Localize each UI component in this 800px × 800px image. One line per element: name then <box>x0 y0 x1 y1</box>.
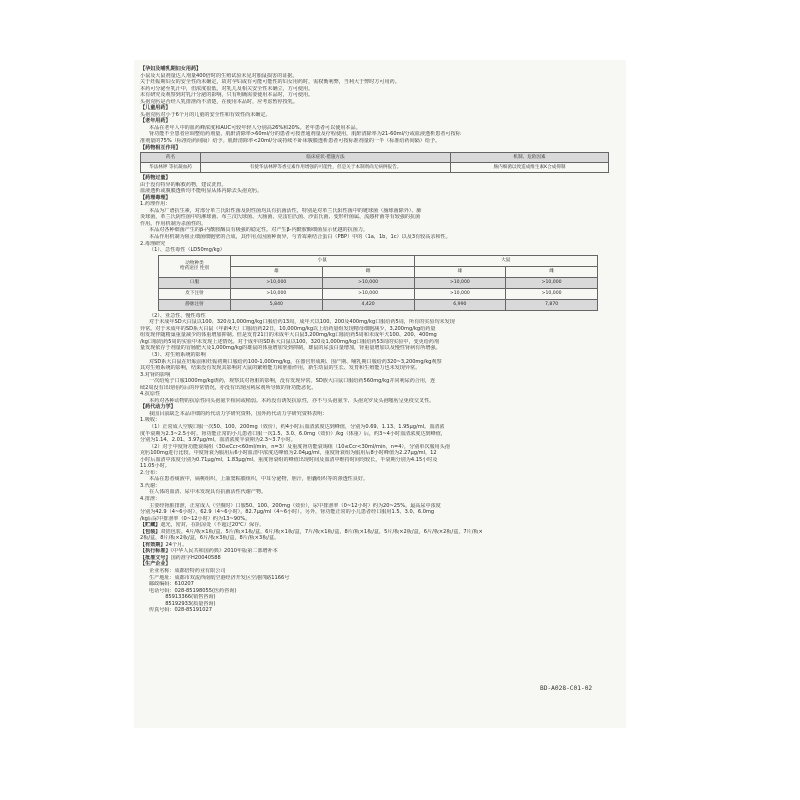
text-line: 对于未成年SD大白鼠以100、320及1,000mg/kg口服给药13周，成年犬以100、200及400mg/kg口服给药5周，所有的实验均未发现 <box>149 319 455 326</box>
text-line: 本品在老年人中的血药峰浓度和AUC可较年轻人分别高26%和20%。老年患者可以使用本品。 <box>149 124 361 131</box>
text-line: 量发现依存于剂量的盲肠肥大及1,000mg/kg的雄鼠的体重增加受到抑制，雄鼠的尿蛋白量增加，肾重量增加以及慢性肾病有所增强。 <box>140 345 441 352</box>
pharmacology-text <box>140 201 620 247</box>
table-header-cell: 雌 <box>322 266 414 277</box>
text-line: 3.代谢： <box>140 482 161 489</box>
section-title-approval: 【批准文号】 <box>140 554 171 561</box>
interaction-table <box>140 152 609 173</box>
text-line: 肾功能不全患者应调整给药剂量，肌酐清除率>60ml/分的患者可按普通剂量及疗程使用，肌酐清除率为21-60ml/分或血液透析患者可按标 <box>149 131 461 138</box>
text-line: 血液透析或腹膜透析均不能明显从体内除去头孢克肟。 <box>140 188 263 195</box>
text-line: 本品在患者痰液中，扁桃组织，上颌窦粘膜组织，中耳分泌物，胆汁，胆囊组织等的渗透性良好。 <box>149 476 369 483</box>
header-admin-label: 给药途径 <box>179 266 199 272</box>
table-cell: >10,000 <box>414 288 506 299</box>
toxicology-text <box>140 313 620 405</box>
text-line: 我国目前缺乏本品详细的药代动力学研究资料，国外药代动力学研究资料表明： <box>149 410 328 417</box>
text-line: 度半衰期为2.3~2.5小时。肾功能正常的小儿患者口服一次1.5、3.0、6.0mg（效价）/kg（体重）后，约3~4小时血清浓度达到峰值， <box>140 430 446 437</box>
leaflet-content <box>140 66 620 614</box>
ld50-table <box>158 255 598 311</box>
text-line: 1.药理作用： <box>140 201 171 208</box>
table-header-cell: 雄 <box>231 266 323 277</box>
text-line: 头孢克肟对小于6个月的儿童的安全性和有效性尚未确定。 <box>140 111 271 118</box>
header-species-label: 动物种类 <box>185 261 204 267</box>
text-line: 在人体的血清、尿中未发现具有抗菌活性代谢产物。 <box>149 489 267 496</box>
table-header-cell: 临床症状·措施方法 <box>201 153 451 163</box>
section-title-package: 【包装】 <box>140 528 161 535</box>
text-line: 由于没有特异的解救药物，建议洗胃。 <box>140 181 227 188</box>
text-line: 分别为42.9（4~6小时），62.9（4~6小时），82.7μg/ml（4~6小时）。另外，肾功能正常的小儿患者经口服用1.5、3.0、6.0mg <box>140 509 435 516</box>
manufacturer-line: 85913366(销售咨询) <box>149 594 216 601</box>
text-line: 本品为广谱抗生素，对部分革兰氏阳性菌及阴性菌均具有抗菌活性，特别是对革兰氏阳性菌中的链球菌（肠球菌除外）、肺 <box>149 207 422 214</box>
manufacturer-line: 邮政编码：610207 <box>149 581 194 588</box>
text-line: 本药可分泌至乳汁中，但浓度很低，对乳儿及相关安全性未确立，方可使用。 <box>140 85 314 92</box>
table-cell: >10,000 <box>322 288 414 299</box>
text-line: 其对生殖系统的影响，结果没有发现其影响对大鼠的繁殖能力和胚胎作用，新生幼鼠的生长、发育和生殖能力也未发现异常。 <box>140 365 421 372</box>
standard-text: 《中华人民共和国药典》2010年版第二部增补本 <box>170 548 278 555</box>
text-line: 2.分布： <box>140 469 161 476</box>
manufacturer-line: 企业名称：成都倍特药业有限公司 <box>149 568 226 574</box>
table-header-cell: 小鼠 <box>231 255 415 266</box>
text-line: （2）、亚急性、慢性毒性 <box>149 312 206 319</box>
text-line: 本品对各种细菌产生的β-内酰胺酶具有极强的稳定性。对产生β-内酰胺酶细菌显示优越的抗菌力。 <box>149 227 369 234</box>
text-line: 4.抗原性 <box>140 391 161 398</box>
table-cell: 7,870 <box>506 299 598 310</box>
table-header-cell: 药名 <box>141 153 201 163</box>
section-title-manufacturer: 【生产企业】 <box>140 561 171 568</box>
manufacturer-line: 传真号码：028-85191027 <box>149 607 212 614</box>
text-line: 2.毒理研究 <box>140 240 166 247</box>
text-line: 准剂量的75%（标准给药间隔）给予。肌酐清除率<20ml/分或持续不卧床腹膜透析患者可按标准剂量的一半（标准给药间隔）给予。 <box>140 138 441 145</box>
acute-tox-title: （1）、急性毒性（LD50mg/kg） <box>149 247 225 254</box>
table-cell: 华法林钾 等抗凝血药 <box>141 163 201 173</box>
package-text: 双铝包装。4片/板×1板/盒，5片/板×1板/盒，6片/板×1板/盒，7片/板×1板/盒，8片/板×1板/盒，5片/板×2板/盒，6片/板×2板/盒，7片/板× <box>160 528 483 535</box>
text-line: /kg口服给药5周的实验中未发现上述情况。对于成年的SD系大白鼠以100、320及1,000mg/kg口服给药53周的实验中，变更给药剂 <box>140 338 440 345</box>
text-line: （3）、对生殖系统的影响 <box>149 351 206 358</box>
section-title-pregnancy: 【孕妇及哺乳期妇女用药】 <box>140 66 202 72</box>
text-line: 组发现伴随精巢重量减少的体重增加抑制。但是发育21日的未成年大白鼠3,200mg/kg口服给药5周和未成年犬100、200、400mg <box>140 332 437 339</box>
section-title-storage: 【贮藏】 <box>140 522 161 529</box>
text-line: 头孢克肟是否经人乳排泄尚不清楚，在使用本品时，应考虑暂停授乳。 <box>140 98 298 105</box>
table-cell: 口服 <box>159 277 231 288</box>
section-title-elderly: 【老年用药】 <box>140 118 171 125</box>
manufacturer-line: 生产地址：成都市双流西南航空港经济开发区空港四路1166号 <box>149 574 290 581</box>
table-row <box>159 288 598 299</box>
text-line: 11.05小时。 <box>140 463 170 470</box>
table-cell: 皮下注射 <box>159 288 231 299</box>
text-line: （1）正常成人空腹口服一次50、100、200mg（效价），约4小时后血清浓度达到峰值，分别为0.69、1.13、1.95μg/ml。血清浓 <box>149 423 445 430</box>
table-cell: >10,000 <box>231 277 323 288</box>
table-row <box>159 299 598 310</box>
table-header-cell: 雄 <box>414 266 506 277</box>
table-cell: >10,000 <box>414 277 506 288</box>
section-title-overdose: 【药物过量】 <box>140 175 171 182</box>
manufacturer-line: 85192933(质量咨询) <box>149 600 216 607</box>
section-title-standard: 【执行标准】 <box>140 548 171 555</box>
section-title-pk: 【药代动力学】 <box>140 404 176 411</box>
document-code: BD-A028-C01-02 <box>540 685 593 692</box>
pharmacokinetics-text <box>140 411 620 522</box>
table-cell: 有使华法林钾等香豆素作用增强的可能性，但是关于本制剂尚无病例报告。 <box>201 163 451 173</box>
text-line: 炎球菌，革兰氏阴性菌中的淋球菌、布兰汉氏球菌、大肠菌、克雷伯氏菌、沙雷氏菌、变形杆菌属、流感杆菌等有较强的抗菌 <box>140 214 421 221</box>
text-line: 2板/盒，8片/板×2板/盒，6片/板×3板/盒，8片/板×3板/盒。 <box>140 535 280 542</box>
section-title-validity: 【有效期】 <box>140 541 166 548</box>
text-line: 异常。对于未成年的SD系大白鼠（年龄4天）口服给药22日，10,000mg/kg以上给药量组发现精母细胞减少，3,200mg/kg给药量 <box>140 325 436 332</box>
table-header-cell <box>159 255 231 277</box>
table-header-row <box>141 153 609 163</box>
text-line: 本药对各种动物的抗原性同头孢氨苄相同或稍弱。本药没有诱发抗原性，亦不与头孢氨苄、头孢克罗及头孢噻肟呈免疫交叉性。 <box>149 397 435 404</box>
table-cell: >10,000 <box>231 288 323 299</box>
text-line: 关于妊娠期妇女的安全性尚未确定，故对孕妇或有可能可能性的妇女用药时，需权衡利弊，当利大于弊时方可用药。 <box>140 79 400 86</box>
table-cell: >10,000 <box>506 277 598 288</box>
section-title-children: 【儿童用药】 <box>140 105 171 112</box>
table-header-cell: 雌 <box>506 266 598 277</box>
approval-text: 国药准字H20040588 <box>170 554 221 561</box>
text-line: 一次给兔子口服1000mg/kg诱药，观察其对肾脏的影响，没有发现异常。SD族大白鼠口服给药560mg/kg并同利尿药合用，连 <box>149 378 436 385</box>
text-line: 4.排泄： <box>140 495 161 502</box>
table-cell: 肠内细菌以致造成维生素K合成抑制 <box>451 163 609 173</box>
text-line: 3.对肾的影响 <box>140 371 171 378</box>
table-cell: 6,990 <box>414 299 506 310</box>
table-cell: >10,000 <box>322 277 414 288</box>
table-cell: >10,000 <box>506 288 598 299</box>
text-line: 小鼠及大鼠剂量达人剂量400倍时的生殖试验未见对胎鼠损害的证据。 <box>140 72 298 79</box>
section-title-interaction: 【药物相互作用】 <box>140 144 181 151</box>
text-line: 克肟100mg进行比较。中度肾衰为服用后6小时血清中浓度达峰值为2.04μg/ml，重度肾衰组为服用后8小时峰值为2.27μg/ml，12 <box>140 450 437 457</box>
text-line: 作用。作用机制为杀菌性的。 <box>140 220 207 227</box>
table-header-cell: 机制、危险因素 <box>451 153 609 163</box>
validity-text: 24个月。 <box>165 541 188 548</box>
text-line: 主要经肾脏排泄，正常成人（空腹时）口服50、100、200mg（效价），尿中排泄率（0~12小时）约为20~25%。最高尿中浓度 <box>149 502 441 509</box>
table-row <box>141 163 609 173</box>
text-line: 1.吸收： <box>140 417 161 424</box>
table-row <box>159 277 598 288</box>
table-cell: 5,840 <box>231 299 323 310</box>
text-line: 对SD系大白鼠在妊娠前和妊娠初期口服给药100-1,000mg/kg，在器官形成期、围产期、哺乳期口服给药320~3,200mg/kg观察 <box>149 358 442 365</box>
table-header-cell: 大鼠 <box>414 255 598 266</box>
table-header-row <box>159 255 598 266</box>
table-cell: 静脉注射 <box>159 299 231 310</box>
text-line: 分别为1.14、2.01、3.97μg/ml。血清浓度半衰期为2.3~3.7小时。 <box>140 437 296 444</box>
text-line: （2）对于中度肾功能衰竭组（30≤Ccr<60ml/min，n=3）及重度肾功能衰竭组（10≤Ccr<30ml/min，n=4），分别单次服用头孢 <box>149 443 450 450</box>
storage-text: 遮光，密封，在阴凉处（不超过20℃）保存。 <box>160 522 265 529</box>
text-line: 小时后血清中浓度分别为0.71μg/ml，1.83μg/ml。重度肾衰组的峰值出现时间及血清中维持时间均较长，半衰期分别为4.15小时及 <box>140 456 438 463</box>
text-line: 未有研究及观察到对乳汁分泌的影响，只有明确需要使用本品时，方可使用。 <box>140 92 314 99</box>
text-line: 本品作用机制为阻止细菌细胞壁的合成，其作用点因菌种而异，与青霉素结合蛋白（PBP）中的（1a，1b，1c）以及3有较高亲和性。 <box>149 234 451 241</box>
table-cell: 4,420 <box>322 299 414 310</box>
manufacturer-line: 电话号码：028-85198055(医药咨询) <box>149 587 237 594</box>
header-sex-label: 性别 <box>199 266 210 272</box>
text-line: /kg后尿中排泄率（0~12小时）约为13~90%。 <box>140 515 251 522</box>
section-title-pharmacology: 【药理毒理】 <box>140 194 171 201</box>
text-line: 续2周没有出现用药后的异常情况，亦没有出现因利尿剂所导致的肾功能恶化。 <box>140 384 317 391</box>
